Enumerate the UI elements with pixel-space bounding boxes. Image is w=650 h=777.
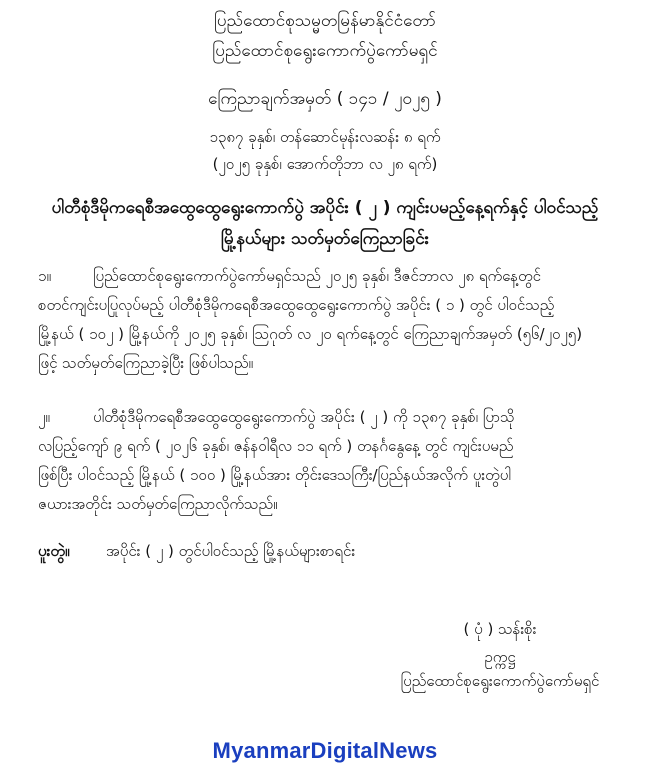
annex-text: အပိုင်း ( ၂ ) တွင်ပါဝင်သည့် မြို့နယ်များစာရင်း xyxy=(106,542,356,560)
paragraph-1 xyxy=(38,262,628,378)
brand-watermark: MyanmarDigitalNews xyxy=(212,738,438,763)
paragraph-1-line: စတင်ကျင်းပပြုလုပ်မည့် ပါတီစုံဒီမိုကရေစီအထွေထွေရွေးကောက်ပွဲ အပိုင်း ( ၁ ) တွင် ပါဝင်သည့် xyxy=(38,296,555,314)
paragraph-2-line xyxy=(38,403,628,432)
paragraph-1-line: မြို့နယ် ( ၁၀၂ ) မြို့နယ်ကို ၂၀၂၅ ခုနှစ်၊ ဩဂုတ် လ ၂၀ ရက်နေ့တွင် ကြေညာချက်အမှတ် (၅၆/၂၀၂၅) xyxy=(38,325,583,343)
myanmar-date: ၁၃၈၇ ခုနှစ်၊ တန်ဆောင်မုန်းလဆန်း ၈ ရက် xyxy=(209,128,441,146)
paragraph-number: ၂။ xyxy=(38,408,50,426)
annex-label: ပူးတွဲ။ xyxy=(38,542,70,560)
annex-line xyxy=(38,542,355,564)
paragraph-1-line: ဖြင့် သတ်မှတ်ကြေညာခဲ့ပြီး ဖြစ်ပါသည်။ xyxy=(38,354,254,372)
gregorian-date: (၂၀၂၅ ခုနှစ်၊ အောက်တိုဘာ လ ၂၈ ရက်) xyxy=(212,155,438,173)
paragraph-1-line xyxy=(38,262,628,291)
paragraph-2 xyxy=(38,403,628,519)
paragraph-number: ၁။ xyxy=(38,267,51,285)
paragraph-2-line: လပြည့်ကျော် ၉ ရက် ( ၂၀၂၆ ခုနှစ်၊ ဇန်နဝါရီလ ၁၁ ရက် ) တနင်္ဂနွေနေ့ တွင် ကျင်းပမည် xyxy=(38,437,514,455)
signature-signed: ( ပုံ ) သန်းစိုး xyxy=(463,620,537,638)
notice-number: ကြေညာချက်အမှတ် ( ၁၄၁ / ၂၀၂၅ ) xyxy=(208,89,442,109)
paragraph-2-line: ဖြစ်ပြီး ပါဝင်သည့် မြို့နယ် ( ၁၀၀ ) မြို့နယ်အား တိုင်းဒေသကြီး/ပြည်နယ်အလိုက် ပူးတွဲပါ xyxy=(38,466,511,484)
paragraph-text: ပါတီစုံဒီမိုကရေစီအထွေထွေရွေးကောက်ပွဲ အပိုင်း ( ၂ ) ကို ၁၃၈၇ ခုနှစ်၊ ပြာသို xyxy=(93,408,515,426)
signature-title: ဥက္ကဋ္ဌ xyxy=(484,648,516,666)
paragraph-text: ပြည်ထောင်စုရွေးကောက်ပွဲကော်မရှင်သည် ၂၀၂၅ ခုနှစ်၊ ဒီဇင်ဘာလ ၂၈ ရက်နေ့တွင် xyxy=(93,267,541,285)
header-commission-name: ပြည်ထောင်စုရွေးကောက်ပွဲကော်မရှင် xyxy=(212,41,438,61)
subject-line-2: မြို့နယ်များ သတ်မှတ်ကြေညာခြင်း xyxy=(220,229,429,249)
paragraph-2-line: ဇယားအတိုင်း သတ်မှတ်ကြေညာလိုက်သည်။ xyxy=(38,495,278,513)
signature-organization: ပြည်ထောင်စုရွေးကောက်ပွဲကော်မရှင် xyxy=(400,672,600,690)
header-country-name: ပြည်ထောင်စုသမ္မတမြန်မာနိုင်ငံတော် xyxy=(214,11,436,31)
subject-line-1: ပါတီစုံဒီမိုကရေစီအထွေထွေရွေးကောက်ပွဲ အပိုင်း ( ၂ ) ကျင်းပမည့်နေ့ရက်နှင့် ပါဝင်သည့် xyxy=(51,198,599,218)
